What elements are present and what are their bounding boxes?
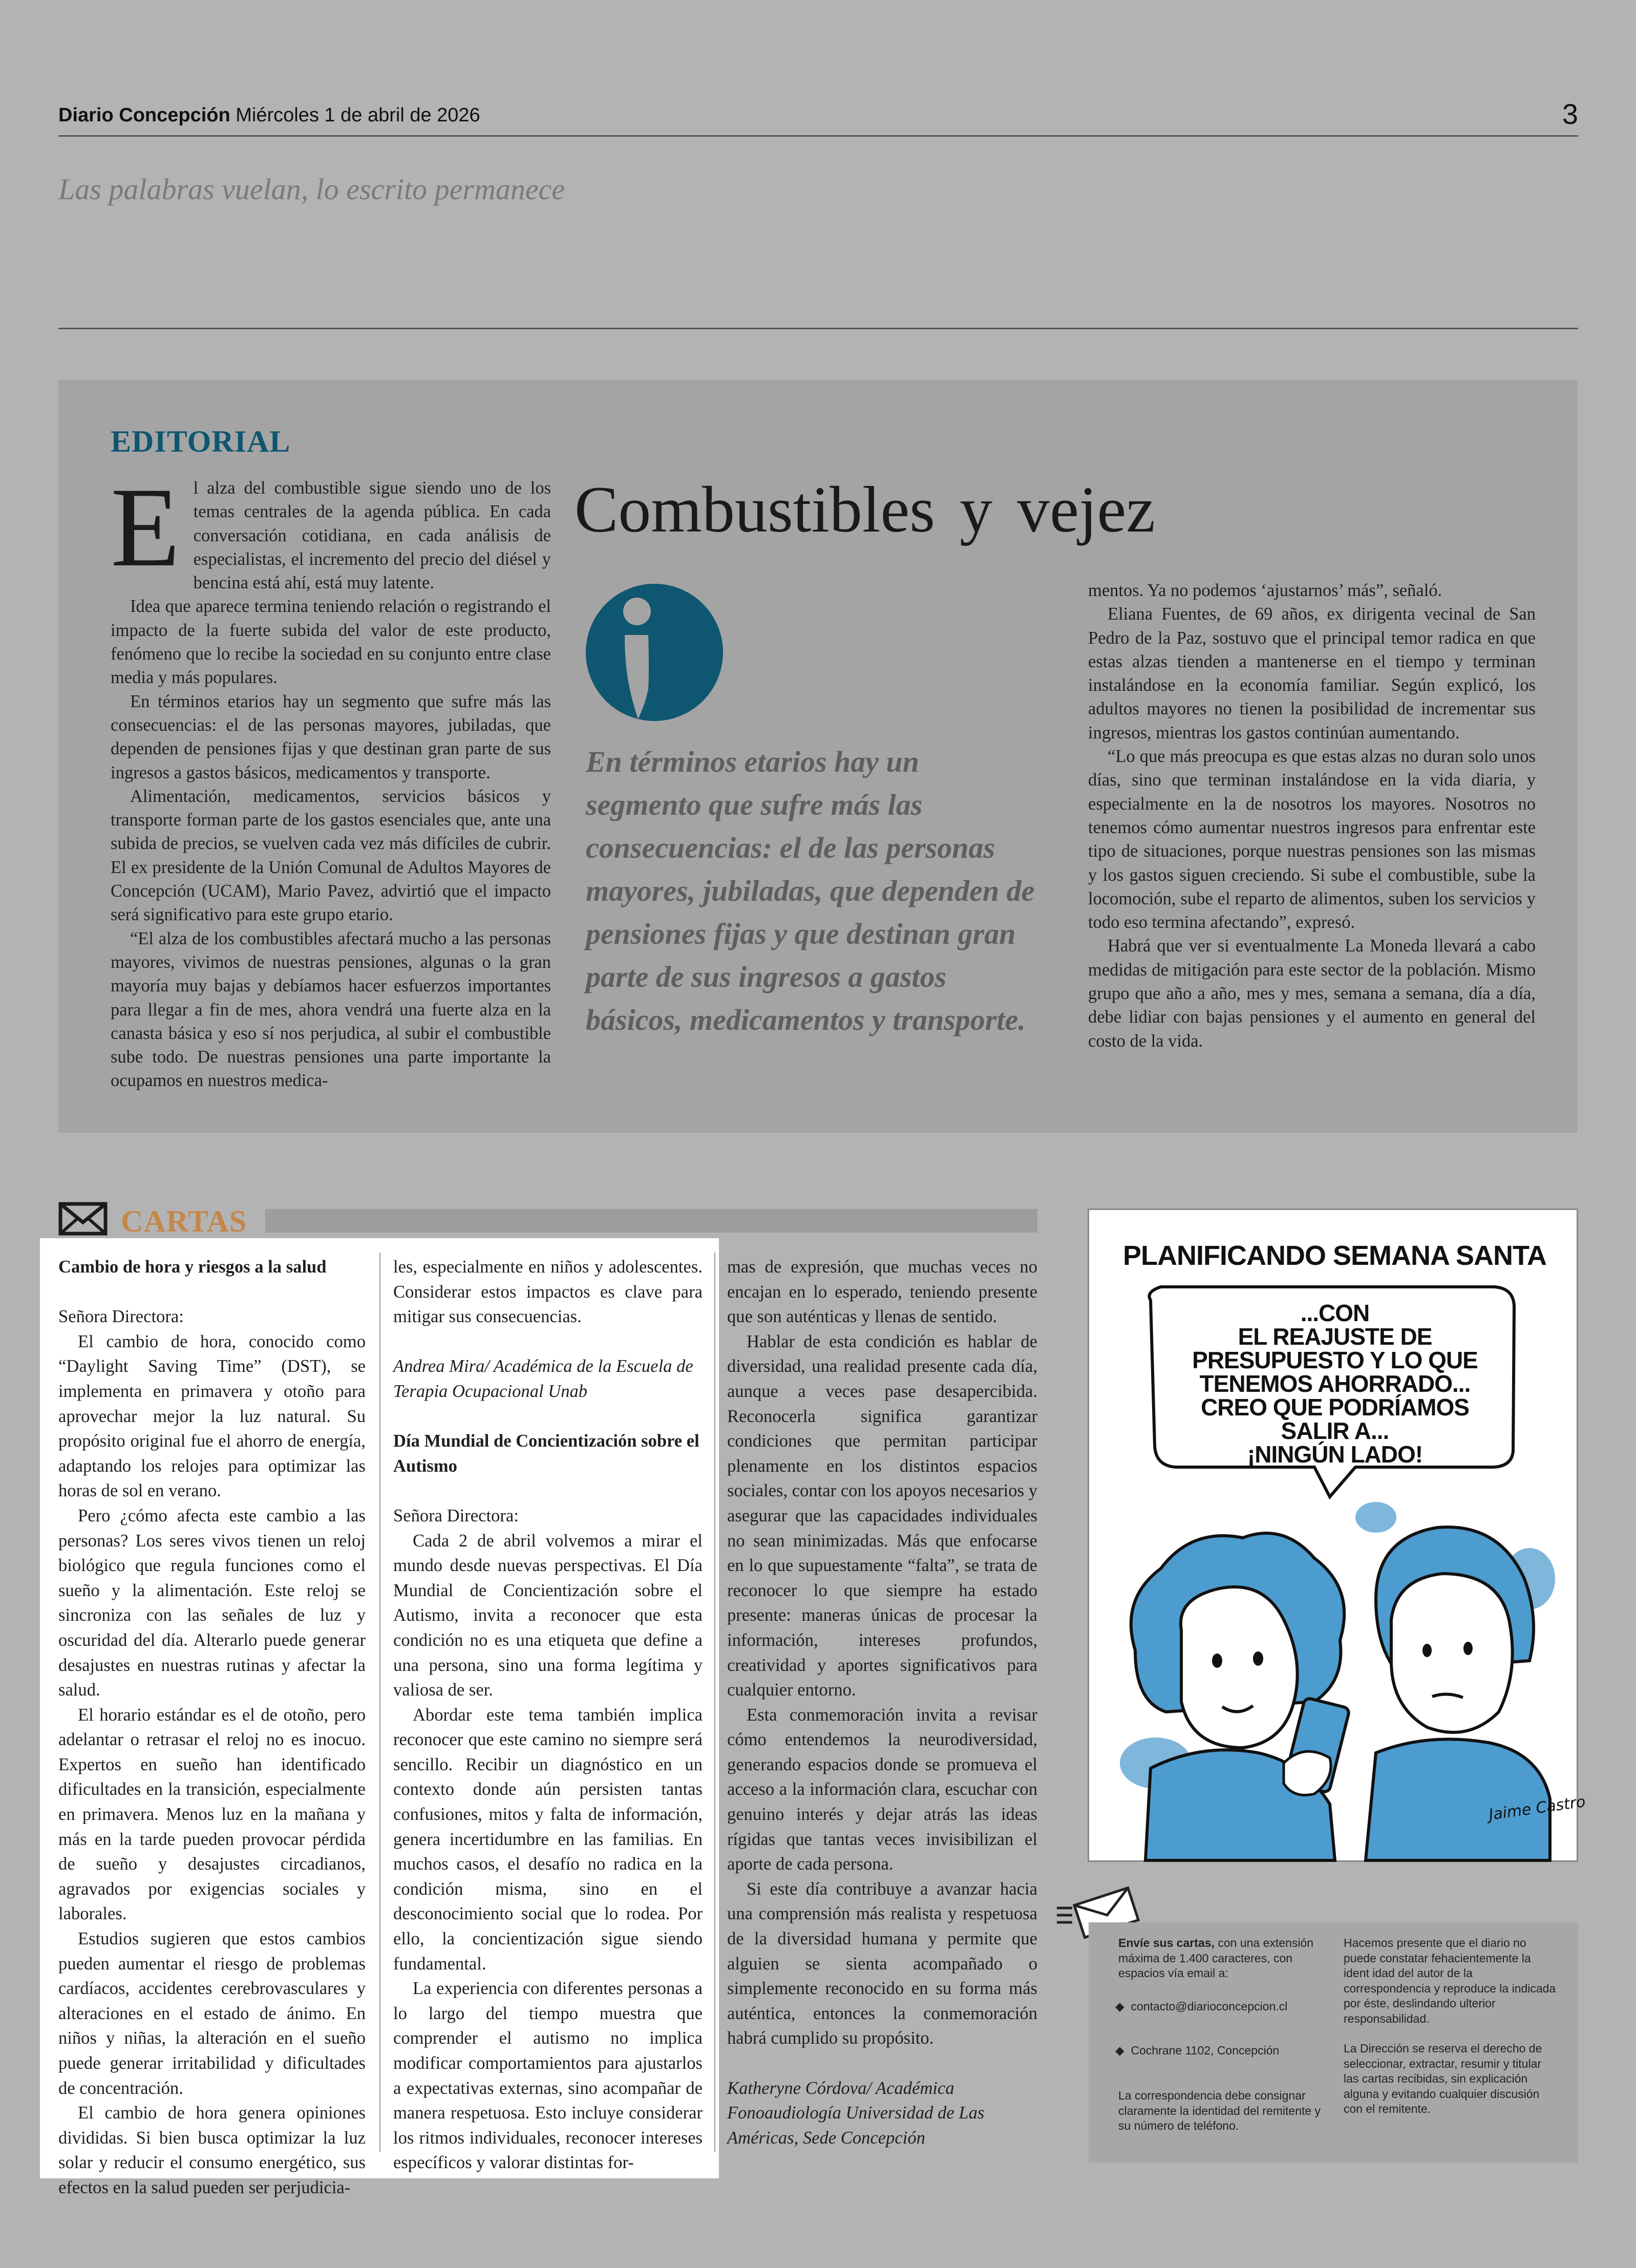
editorial-paragraph: “El alza de los combustibles afectará mucho a las personas mayores, vivimos de nuestras pensiones, algunas o la gran mayoría muy bajas y debíamos hacer esfuerzos importantes para llegar a fin de mes, ahora vendrá una fuerte alza en la canasta básica y eso sí nos perjudica, al subir el combustible sube todo. De nuestras pensiones una parte importante la ocupamos en nuestros medica-	[111, 928, 551, 1091]
letter-paragraph: Pero ¿cómo afecta este cambio a las personas? Los seres vivos tienen un reloj biológico que regula funciones como el sueño y la alimentación. Este reloj se sincroniza con las señales de luz y oscuridad del día. Alterarlo puede generar desajustes en nuestras rutinas y afectar la salud.	[58, 1506, 366, 1700]
letter-paragraph: Estudios sugieren que estos cambios pueden aumentar el riesgo de problemas cardíacos, accidentes cerebrovasculares y alteraciones en el estado de ánimo. En niños y niñas, la alteración en el sueño puede generar irritabilidad y dificultades de concentración.	[58, 1929, 366, 2098]
editorial-paragraph: Eliana Fuentes, de 69 años, ex dirigenta vecinal de San Pedro de la Paz, sostuvo que el principal temor radica en que estas alzas tienden a mantenerse en el tiempo y terminan instalándose en la economía familiar. Según explicó, los adultos mayores no tienen la posibilidad de incrementar sus ingresos, mientras los gastos continúan aumentando.	[1088, 604, 1536, 743]
editorial-column-1	[111, 464, 551, 1093]
column-divider	[379, 1253, 380, 2152]
letter-paragraph: Si este día contribuye a avanzar hacia una comprensión más realista y respetuosa de la diversidad humana y permite que alguien se sienta acompañado o simplemente reconocido en su forma más auténtica, entonces la conmemoración habrá cumplido su propósito.	[727, 1879, 1037, 2048]
section-motto: Las palabras vuelan, lo escrito permanece	[58, 173, 565, 206]
letter-paragraph: Esta conmemoración invita a revisar cómo entendemos la neurodiversidad, generando espacios donde se promueva el acceso a la información clara, escuchar con genuino interés y dejar atrás las ideas rígidas que tantas veces invisibilizan el aporte de cada persona.	[727, 1705, 1037, 1874]
send-disclaimer: Hacemos presente que el diario no puede constatar fehacientemente la ident idad del autor de la correspondencia y reproduce la indicada por éste, deslindando ulterior responsabilidad.	[1344, 1936, 1556, 2025]
cartas-title: CARTAS	[121, 1204, 247, 1238]
letter-title: Cambio de hora y riesgos a la salud	[58, 1257, 327, 1277]
info-icon	[585, 582, 724, 725]
letters-column-2	[393, 1255, 703, 2175]
letter-paragraph: mas de expresión, que muchas veces no encajan en lo esperado, teniendo presente que son auténticas y llenas de sentido.	[727, 1257, 1037, 1327]
envelope-icon	[58, 1202, 108, 1236]
editorial-paragraph: Alimentación, medicamentos, servicios básicos y transporte forman parte de los gastos esenciales que, ante una subida de precios, se vuelven cada vez más difíciles de cubrir. El ex presidente de la Unión Comunal de Adultos Mayores de Concepción (UCAM), Mario Pavez, advirtió que el impacto será significativo para este grupo etario.	[111, 786, 551, 925]
editorial-section	[58, 380, 1578, 1133]
editorial-paragraph: “Lo que más preocupa es que estas alzas no duran solo unos días, sino que terminan instalándose en la vida diaria, y especialmente en la de nosotros los mayores. Nosotros no tenemos cómo aumentar nuestros ingresos para enfrentar este tipo de situaciones, porque nuestras pensiones son las mismas y los gastos siguen creciendo. Si sube el combustible, sube la locomoción, sube el reparto de alimentos, suben los servicios y todo eso termina afectando”, expresó.	[1088, 747, 1536, 932]
cartoon-bubble-line: TENEMOS AHORRADO...	[1199, 1370, 1471, 1397]
editorial-paragraph: Idea que aparece termina teniendo relación o registrando el impacto de la fuerte subida del valor de este producto, fenómeno que lo recibe la sociedad en su conjunto entre clase media y más populares.	[111, 597, 551, 688]
send-note-identity: La correspondencia debe consignar claramente la identidad del remitente y su número de teléfono.	[1118, 2089, 1321, 2132]
letter-salutation: Señora Directora:	[393, 1506, 519, 1525]
letters-column-3	[727, 1255, 1037, 2150]
page-header	[58, 100, 1578, 137]
cartoon-bubble-line: SALIR A...	[1281, 1417, 1389, 1444]
send-email[interactable]: ◆ contacto@diarioconcepcion.cl	[1115, 2000, 1288, 2013]
send-instructions: Envíe sus cartas, con una extensión máxima de 1.400 caracteres, con espacios vía email a:	[1118, 1936, 1314, 1980]
letters-column-1	[58, 1255, 366, 2200]
editorial-title: Combustibles y vejez	[575, 473, 1156, 546]
header-divider	[58, 328, 1578, 329]
letter-paragraph: El horario estándar es el de otoño, pero adelantar o retrasar el reloj no es inocuo. Expertos en sueño han identificado dificultades en la transición, especialmente en primavera. Menos luz en la mañana y más en la tarde pueden provocar pérdida de sueño y desajustes circadianos, agravados por exigencias sociales y laborales.	[58, 1705, 366, 1924]
send-letters-box	[1089, 1922, 1578, 2163]
cartoon-bubble-line: ...CON	[1300, 1300, 1370, 1326]
letter-signature: Katheryne Córdova/ Académica Fonoaudiología Universidad de Las Américas, Sede Concepción	[727, 2078, 985, 2148]
editorial-paragraph: El alza del combustible sigue siendo uno de los temas centrales de la agenda pública. En cada conversación cotidiana, en cada análisis de especialistas, el incremento del precio del diésel y bencina está ahí, está muy latente.	[111, 464, 551, 593]
editorial-paragraph: En términos etarios hay un segmento que sufre más las consecuencias: el de las personas mayores, jubiladas, que dependen de pensiones fijas y que destinan gran parte de sus ingresos a gastos básicos, medicamentos y transporte.	[111, 691, 551, 782]
editorial-column-3	[1088, 579, 1536, 1053]
letter-paragraph: les, especialmente en niños y adolescentes. Considerar estos impactos es clave para mitigar sus consecuencias.	[393, 1257, 703, 1327]
editorial-label: EDITORIAL	[111, 425, 291, 458]
letter-paragraph: El cambio de hora, conocido como “Daylight Saving Time” (DST), se implementa en primavera y otoño para aprovechar mejor la luz natural. Su propósito original fue el ahorro de energía, adaptando los relojes para optimizar las horas de sol en verano.	[58, 1331, 366, 1501]
cartoon-bubble-line: EL REAJUSTE DE	[1238, 1323, 1432, 1350]
letter-paragraph: Abordar este tema también implica reconocer que este camino no siempre será sencillo. Recibir un diagnóstico en un contexto donde aún persisten tantas confusiones, mitos y falta de información, genera incertidumbre en las familias. En muchos casos, el desafío no radica en la condición misma, sino en el desconocimiento social que lo rodea. Por ello, la concientización sigue siendo fundamental.	[393, 1705, 703, 1974]
drop-cap: E	[111, 464, 180, 590]
editorial-cartoon	[1088, 1209, 1587, 1862]
column-divider	[714, 1253, 715, 2152]
paper-name: Diario Concepción	[58, 104, 230, 126]
editorial-pull-quote: En términos etarios hay un segmento que sufre más las consecuencias: el de las personas mayores, jubiladas, que dependen de pensiones fijas y que destinan gran parte de sus ingresos a gastos básicos, medicamentos y transporte.	[586, 745, 1035, 1036]
cartoon-title: PLANIFICANDO SEMANA SANTA	[1123, 1240, 1546, 1271]
send-rights-note: La Dirección se reserva el derecho de seleccionar, extractar, resumir y titular las cartas recibidas, sin explicación alguna y evitando cualquier discusión con el remitente.	[1344, 2042, 1542, 2115]
issue-date: Miércoles 1 de abril de 2026	[236, 104, 480, 126]
cartas-header	[58, 1202, 1037, 1238]
cartoon-bubble-line: CREO QUE PODRÍAMOS	[1201, 1394, 1469, 1421]
letter-signature: Andrea Mira/ Académica de la Escuela de Terapia Ocupacional Unab	[393, 1356, 693, 1401]
editorial-paragraph: mentos. Ya no podemos ‘ajustarnos’ más”, señaló.	[1088, 581, 1442, 600]
letter-paragraph: Cada 2 de abril volvemos a mirar el mundo desde nuevas perspectivas. El Día Mundial de Concientización sobre el Autismo, invita a reconocer que esta condición no es una etiqueta que define a una persona, sino una forma legítima y valiosa de ser.	[393, 1531, 703, 1700]
letter-paragraph: El cambio de hora genera opiniones divididas. Si bien busca optimizar la luz solar y reducir el consumo energético, sus efectos en la salud pueden ser perjudicia-	[58, 2103, 366, 2197]
letter-salutation: Señora Directora:	[58, 1307, 184, 1327]
cartas-header-bar	[265, 1209, 1037, 1233]
cartoon-bubble-line: ¡NINGÚN LADO!	[1247, 1441, 1423, 1468]
editorial-paragraph: Habrá que ver si eventualmente La Moneda llevará a cabo medidas de mitigación para este sector de la población. Mismo grupo que año a año, mes y mes, semana a semana, día a día, debe lidiar con bajas pensiones y el aumento en general del costo de la vida.	[1088, 936, 1536, 1051]
letter-title: Día Mundial de Concientización sobre el Autismo	[393, 1431, 699, 1476]
letter-paragraph: Hablar de esta condición es hablar de diversidad, una realidad presente cada día, aunque a veces pase desapercibida. Reconocerla significa garantizar condiciones que permitan participar plenamente en los distintos espacios sociales, contar con los apoyos necesarios y asegurar que las capacidades individuales no sean minimizadas. Más que enfocarse en lo que supuestamente “falta”, se trata de reconocer lo que siempre ha estado presente: maneras únicas de procesar la información, intereses profundos, creatividad y aportes significativos para cualquier entorno.	[727, 1331, 1037, 1700]
letter-paragraph: La experiencia con diferentes personas a lo largo del tiempo muestra que comprender el autismo no implica modificar comportamientos para ajustarlos a expectativas externas, sino acompañar de manera respetuosa. Esto incluye considerar los ritmos individuales, reconocer intereses específicos y valorar distintas for-	[393, 1979, 703, 2173]
cartoon-signature: Jaime Castro	[1488, 1792, 1587, 1825]
page-number: 3	[1562, 98, 1578, 130]
cartoon-bubble-line: PRESUPUESTO Y LO QUE	[1192, 1347, 1478, 1373]
send-address: ◆ Cochrane 1102, Concepción	[1115, 2044, 1280, 2057]
header-dateline	[58, 104, 480, 126]
